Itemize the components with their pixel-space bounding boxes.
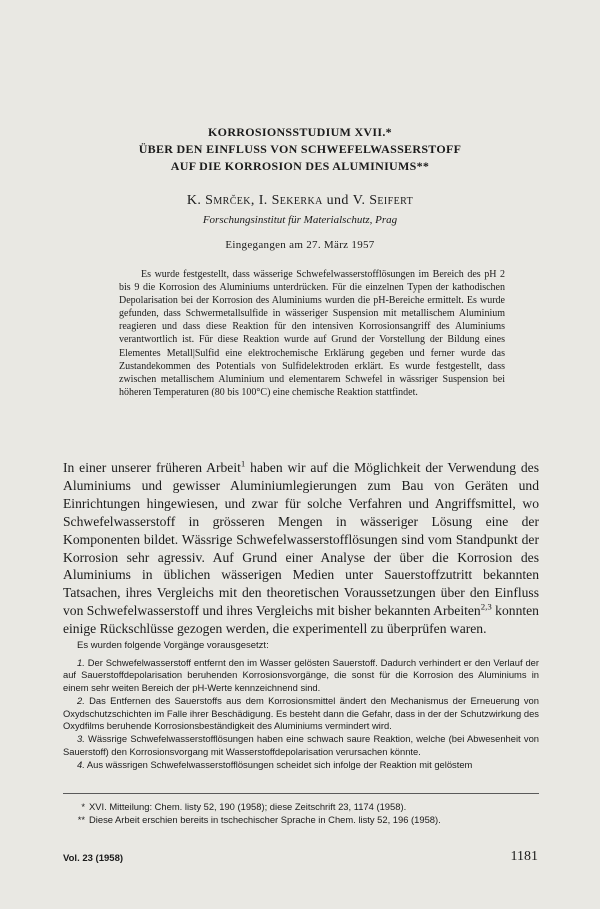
- item-text: Aus wässrigen Schwefelwasserstofflösungen scheidet sich infolge der Reaktion mit gelöstem: [84, 759, 473, 771]
- item-text: Der Schwefelwasserstoff entfernt den im Wasser gelösten Sauerstoff. Dadurch verhindert er den Verlauf der auf Sauerstoffdepolarisation beruhenden Korrosionsvorgänge, die sonst für die Korrosion des Aluminiums in einem sehr weiten Bereich der pH-Werte kennzeichnend sind.: [63, 657, 539, 693]
- item-text: Wässrige Schwefelwasserstofflösungen haben eine schwach saure Reaktion, welche (bei Abwesenheit von Sauerstoff) den Korrosionsvorgang mit Wasserstoffdepolarisation verursachen könnte.: [63, 733, 539, 757]
- citation-ref: 1: [240, 458, 246, 469]
- affiliation: Forschungsinstitut für Materialschutz, Prag: [202, 214, 398, 226]
- footnote-text: Diese Arbeit erschien bereits in tschechischer Sprache in Chem. listy 52, 196 (1958).: [89, 813, 441, 825]
- body-text-part: konnten einige Rückschlüsse gezogen werden, die experimentell zu überprüfen waren.: [63, 603, 539, 637]
- author-separator: und: [322, 193, 353, 208]
- body-text-part: haben wir auf die Möglichkeit der Verwendung des Aluminiums und gewisser Aluminiumlegierungen zum Bau von Geräten und Einrichtungen hingewiesen, und zwar für solche Verfahren und Angriffsmittel, wo Schwefelwasserstoff in grösseren Mengen in wässeriger Lösung eine der Komponenten bildet. Wässrige Schwefelwasserstofflösungen sind vom Standpunkt der Korrosion sehr agressiv. Auf Grund einer Analyse der über die Korrosion des Aluminiums in üblichen wässerigen Medien unter Sauerstoffzutritt bekannten Tatsachen, ihres Vergleichs mit den theoretischen Voraussetzungen über den Einfluss von Schwefelwasserstoff und ihres Vergleichs mit bisher bekannten Arbeiten: [63, 460, 539, 619]
- abstract: Es wurde festgestellt, dass wässerige Schwefelwasserstofflösungen im Bereich des pH 2 bis 9 die Korrosion des Aluminiums unterdrücken. Für die einzelnen Typen der kathodischen Depolarisation bei der Korrosion des Aluminiums wurden die pH-Bereiche ermittelt. Es wurde gefunden, dass Schwermetallsulfide in wässeriger Suspension mit metallischem Aluminium reagieren und dass diese Reaktion für den intensiven Korrosionsangriff des Aluminiums verantwortlich ist. Für diese Reaktion wurde auf Grund der Vorstellung der Bildung eines Elementes Metall|Sulfid eine elektrochemische Erklärung gegeben und ferner wurde das Zustandekommen des Potentials von Sulfidelektroden erklärt. Es wurde festgestellt, dass zwischen metallischem Aluminium und elementarem Schwefel in wässriger Suspension bei höheren Temperaturen (80 bis 100°C) eine chemische Reaktion stattfindet.: [119, 269, 505, 398]
- footnote: [63, 814, 539, 827]
- footnote: [63, 801, 539, 814]
- author-list: [0, 193, 600, 209]
- author-separator: ,: [250, 193, 259, 208]
- page-number: 1181: [510, 849, 538, 864]
- footnotes: [63, 801, 539, 826]
- list-item: [63, 657, 539, 694]
- assumptions-list: [63, 657, 539, 773]
- footnote-mark: *: [81, 801, 85, 812]
- item-text: Das Entfernen des Sauerstoffs aus dem Korrosionsmittel ändert den Mechanismus der Erneuerung von Oxydschutzschichten im Falle ihrer Beschädigung. Es besteht dann die Gefahr, dass in der der Schutzwirkung des Oxydfilms beruhende Korrosionsbeständigkeit des Aluminiums vermindert wird.: [63, 695, 539, 732]
- body-paragraph: [63, 459, 539, 638]
- assumptions-intro: Es wurden folgende Vorgänge vorausgesetzt:: [77, 640, 269, 651]
- author-smrcek: K. Smrček: [186, 193, 251, 208]
- received-date: Eingegangen am 27. März 1957: [225, 239, 375, 251]
- list-item: [63, 733, 539, 758]
- citation-ref: 2,3: [480, 601, 492, 612]
- item-number: 4.: [77, 759, 85, 771]
- item-number: 3.: [77, 733, 85, 745]
- author-sekerka: I. Sekerka: [258, 193, 323, 208]
- title-line-1: KORROSIONSSTUDIUM XVII.*: [208, 125, 392, 139]
- footnote-mark: **: [77, 813, 85, 825]
- body-text-part: In einer unserer früheren Arbeit: [63, 460, 241, 475]
- item-number: 2.: [77, 695, 85, 707]
- item-number: 1.: [77, 657, 85, 668]
- author-seifert: V. Seifert: [352, 193, 414, 208]
- list-item: [63, 759, 539, 771]
- footnote-text: XVI. Mitteilung: Chem. listy 52, 190 (1958); diese Zeitschrift 23, 1174 (1958).: [89, 801, 407, 812]
- title-line-2: ÜBER DEN EINFLUSS VON SCHWEFELWASSERSTOFF: [138, 142, 462, 156]
- list-item: [63, 695, 539, 732]
- footnote-divider: [63, 793, 539, 794]
- title-line-3: AUF DIE KORROSION DES ALUMINIUMS**: [170, 159, 430, 173]
- volume-label: Vol. 23 (1958): [63, 853, 124, 864]
